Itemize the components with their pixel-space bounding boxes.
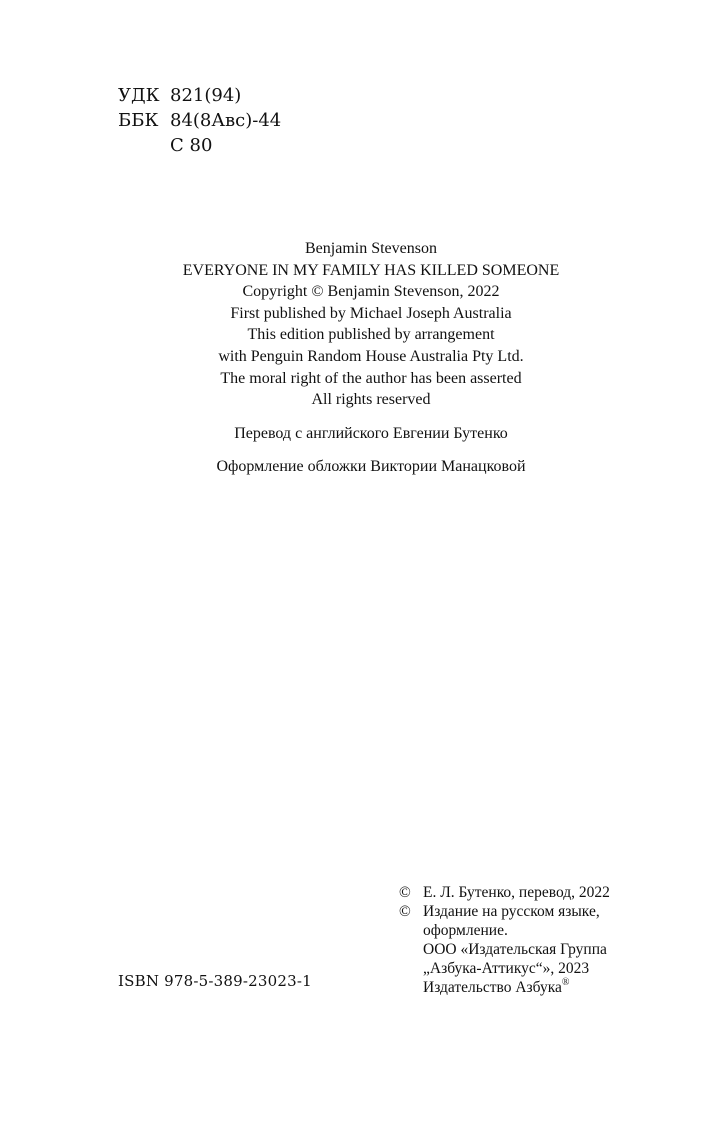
bbk-row (118, 108, 281, 133)
copyright-symbol: © (399, 884, 411, 901)
imprint-title: EVERYONE IN MY FAMILY HAS KILLED SOMEONE (182, 261, 560, 279)
udk-value: 821(94) (170, 85, 242, 106)
copyright-symbol: © (399, 903, 411, 920)
publisher-house-text: Издательство Азбука (423, 979, 562, 996)
bbk-value: 84(8Авс)-44 (170, 110, 282, 131)
registered-trademark-mark: ® (561, 977, 570, 988)
copyright-item-translation (399, 883, 610, 902)
imprint-edition-line-1: This edition published by arrangement (247, 326, 495, 344)
udk-row (118, 83, 281, 108)
copyright-publisher-name-year: „Азбука-Аттикус“», 2023 (423, 960, 590, 977)
imprint-edition-line-2: with Penguin Random House Australia Pty Ltd. (218, 347, 524, 365)
bbk-label: ББК (118, 110, 159, 131)
isbn-number: ISBN 978-5-389-23023-1 (118, 972, 312, 990)
russian-copyright-block (399, 883, 610, 997)
imprint-first-published: First published by Michael Joseph Australia (230, 304, 512, 322)
author-code: С 80 (170, 135, 213, 156)
copyright-publisher-house (399, 978, 610, 997)
copyright-edition-text: Издание на русском языке, (423, 903, 600, 920)
imprint-block (0, 238, 709, 478)
copyright-item-edition (399, 902, 610, 921)
imprint-rights: All rights reserved (311, 391, 431, 409)
imprint-moral-right: The moral right of the author has been asserted (220, 369, 522, 387)
imprint-cover-design: Оформление обложки Виктории Манацковой (216, 458, 526, 476)
copyright-publisher-group: ООО «Издательская Группа (423, 941, 607, 958)
copyright-design-text: оформление. (423, 922, 508, 939)
imprint-author: Benjamin Stevenson (305, 240, 437, 257)
copyright-translation-text: Е. Л. Бутенко, перевод, 2022 (423, 884, 610, 901)
imprint-copyright: Copyright © Benjamin Stevenson, 2022 (242, 283, 500, 301)
imprint-translation: Перевод с английского Евгении Бутенко (234, 424, 508, 442)
library-classification (118, 83, 281, 158)
udk-label: УДК (118, 85, 160, 106)
